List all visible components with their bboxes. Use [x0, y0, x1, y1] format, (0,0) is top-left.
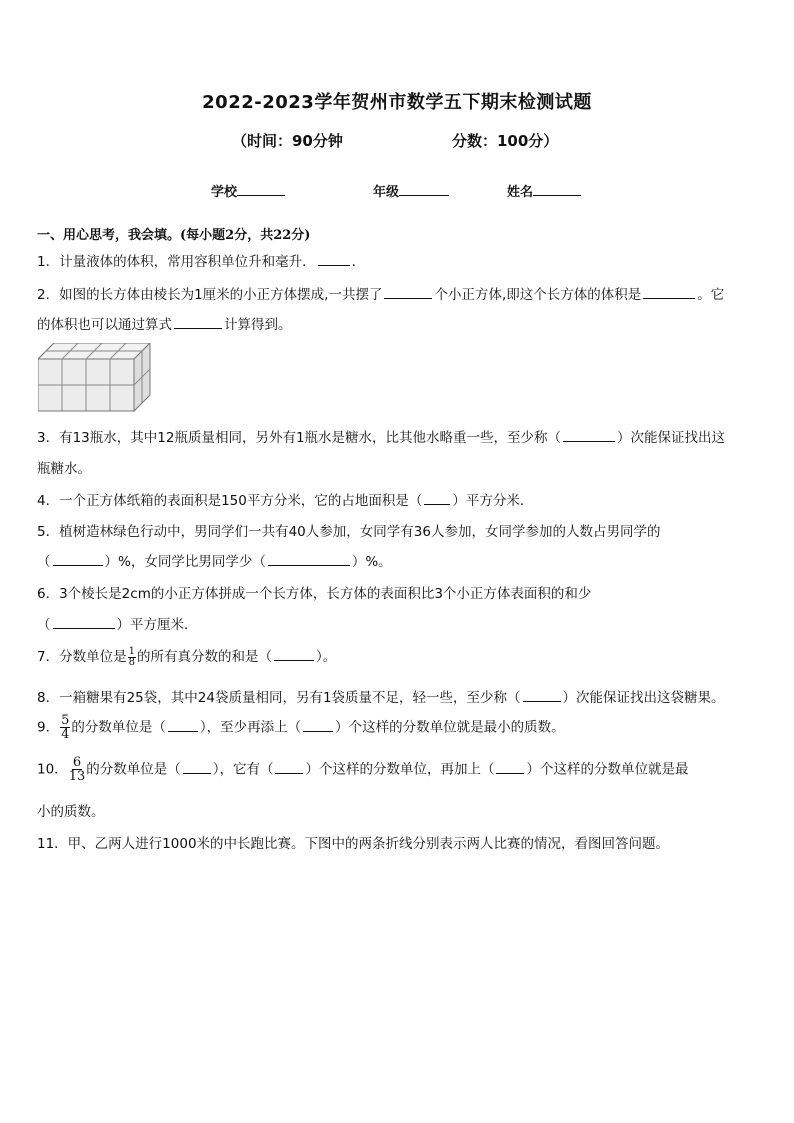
q9-numerator: 5: [61, 713, 70, 728]
q4-blank[interactable]: [424, 491, 450, 505]
q5-text-b: （: [37, 554, 51, 570]
school-field: [211, 181, 285, 200]
q7-blank[interactable]: [274, 647, 314, 661]
name-label: 姓名: [507, 185, 534, 200]
question-10-cont: [37, 800, 105, 820]
question-9: [37, 714, 565, 741]
q5-blank-1[interactable]: [53, 552, 103, 566]
q9-fraction: [60, 714, 70, 741]
section-heading: 一、用心思考，我会填。(每小题2分，共22分): [37, 228, 311, 243]
question-11: [37, 832, 669, 852]
q9-blank-1[interactable]: [168, 718, 198, 732]
q5-text-d: ）%。: [351, 554, 392, 570]
q10-blank-2[interactable]: [275, 760, 303, 774]
exam-score: 分数：100分）: [452, 132, 559, 150]
grade-label: 年级: [373, 185, 400, 200]
question-3-cont: [37, 457, 91, 477]
q2-text-d: 的体积也可以通过算式: [37, 317, 172, 333]
q6-text-a: 6．3个棱长是2cm的小正方体拼成一个长方体，长方体的表面积比3个小正方体表面积的和少: [37, 586, 592, 602]
q2-blank-3[interactable]: [174, 315, 222, 329]
question-10: [37, 756, 688, 783]
q1-blank[interactable]: [318, 252, 350, 266]
q6-blank[interactable]: [53, 615, 115, 629]
q2-text-c: 。它: [697, 287, 725, 303]
q8-text-b: ）次能保证找出这袋糖果。: [562, 690, 725, 706]
question-1: [37, 250, 365, 270]
question-2-cont: [37, 313, 292, 333]
q10-text-c: ），它有（: [212, 761, 274, 778]
q3-text-a: 3．有13瓶水，其中12瓶质量相同，另外有1瓶水是糖水，比其他水略重一些，至少称（: [37, 430, 562, 446]
q9-text-c: ），至少再添上（: [199, 719, 302, 736]
q2-text-e: 计算得到。: [224, 317, 292, 333]
q7-text-a: 7．分数单位是: [37, 649, 127, 665]
name-field: [507, 181, 581, 200]
question-3: [37, 426, 725, 446]
q10-text-e: ）个这样的分数单位就是最: [526, 761, 689, 778]
q9-denominator: 4: [61, 727, 70, 742]
q7-numerator: 1: [128, 645, 135, 657]
q10-denominator: 13: [68, 769, 86, 784]
q10-fraction: [69, 756, 86, 783]
q6-text-b: （: [37, 617, 51, 633]
q11-text: 11．甲、乙两人进行1000米的中长跑比赛。下图中的两条折线分别表示两人比赛的情况，看图回答问题。: [37, 836, 670, 852]
school-blank[interactable]: [237, 183, 285, 196]
q7-denominator: 8: [128, 656, 135, 668]
q2-blank-1[interactable]: [384, 285, 432, 299]
grade-blank[interactable]: [399, 183, 449, 196]
name-blank[interactable]: [533, 183, 581, 196]
q10-numerator: 6: [72, 755, 82, 770]
q10-text-f: 小的质数。: [37, 804, 105, 820]
q7-fraction: [128, 647, 136, 668]
q9-blank-2[interactable]: [303, 718, 333, 732]
q10-text-b: 的分数单位是（: [86, 761, 181, 778]
q7-text-c: ）。: [315, 649, 337, 665]
q9-text-a: 9．: [37, 719, 60, 736]
q2-text-a: 2．如图的长方体由棱长为1厘米的小正方体摆成,一共摆了: [37, 287, 383, 303]
q9-text-d: ）个这样的分数单位就是最小的质数。: [335, 719, 565, 736]
q5-blank-2[interactable]: [268, 552, 350, 566]
q10-blank-1[interactable]: [183, 760, 211, 774]
q1-text: 1．计量液体的体积，常用容积单位升和毫升．: [37, 254, 316, 270]
school-label: 学校: [211, 185, 238, 200]
question-2: [37, 283, 724, 303]
q9-text-b: 的分数单位是（: [71, 719, 166, 736]
q1-end: ．: [351, 254, 366, 270]
exam-title: 2022-2023学年贺州市数学五下期末检测试题: [202, 92, 592, 113]
q2-blank-2[interactable]: [643, 285, 695, 299]
question-8: [37, 686, 725, 706]
q3-text-c: 瓶糖水。: [37, 461, 91, 477]
question-6: [37, 582, 591, 602]
exam-time: （时间：90分钟: [232, 132, 343, 150]
q8-text-a: 8．一箱糖果有25袋，其中24袋质量相同，另有1袋质量不足，轻一些，至少称（: [37, 690, 521, 706]
q3-text-b: ）次能保证找出这: [617, 430, 726, 446]
q10-blank-3[interactable]: [496, 760, 524, 774]
q2-text-b: 个小正方体,即这个长方体的体积是: [434, 287, 642, 303]
q5-text-c: ）%，女同学比男同学少（: [104, 554, 266, 570]
question-6-cont: [37, 613, 198, 633]
q10-text-a: 10．: [37, 761, 68, 778]
question-4: [37, 489, 533, 509]
q8-blank[interactable]: [523, 688, 561, 702]
grade-field: [373, 181, 449, 200]
question-5: [37, 520, 660, 540]
q5-text-a: 5．植树造林绿色行动中，男同学们一共有40人参加，女同学有36人参加，女同学参加的人数占男同学的: [37, 524, 661, 540]
cuboid-figure: [38, 343, 152, 413]
q3-blank[interactable]: [563, 428, 615, 442]
q4-text-a: 4．一个正方体纸箱的表面积是150平方分米，它的占地面积是（: [37, 493, 423, 509]
q7-text-b: 的所有真分数的和是（: [136, 649, 272, 665]
question-5-cont: [37, 550, 392, 570]
q6-text-c: ）平方厘米．: [116, 617, 198, 633]
q4-text-b: ）平方分米．: [452, 493, 534, 509]
question-7: [37, 645, 336, 668]
q10-text-d: ）个这样的分数单位，再加上（: [305, 761, 495, 778]
